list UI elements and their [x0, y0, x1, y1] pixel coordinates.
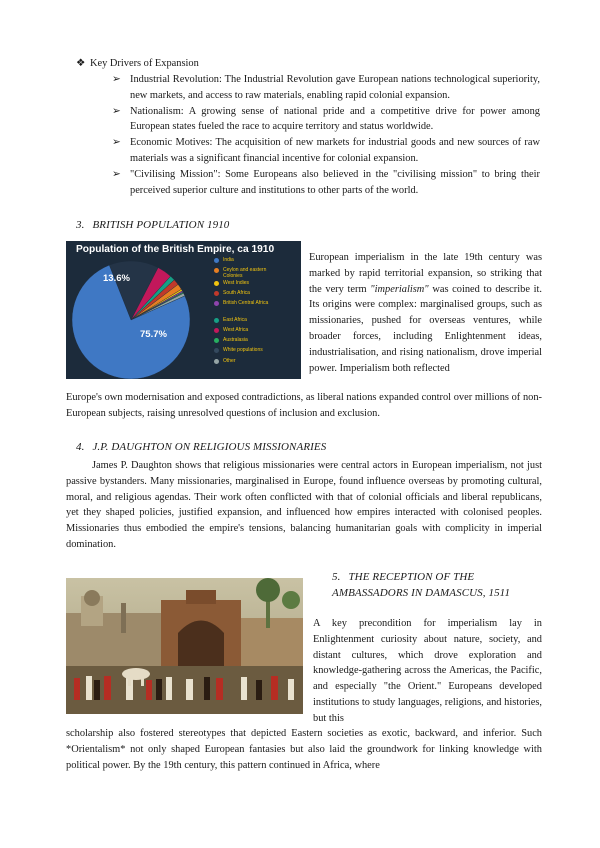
- legend-item: [214, 301, 284, 307]
- legend-swatch: [214, 348, 219, 353]
- legend-swatch: [214, 301, 219, 306]
- key-drivers-heading: ❖ Key Drivers of Expansion: [76, 56, 199, 72]
- legend-swatch: [214, 291, 219, 296]
- section-4-title: 4. J.P. DAUGHTON ON RELIGIOUS MISSIONARIES: [76, 441, 327, 453]
- section-4-paragraph: James P. Daughton shows that religious missionaries were central actors in European imperialism, not just passive bystanders. Many missionaries, marginalised in Europe, found influence overseas by promoting cultural, moral, and religious agendas. Their work often conflicted with that of colonial officials and liberal republicans, yet they shaped policies, justified expansion, and influenced how empires interacted with colonised peoples. Missionaries thus embodied the empire's tensions, balancing humanitarian goals with complicity in imperial domination.: [66, 460, 542, 550]
- legend-item: [214, 291, 284, 297]
- arrow-bullet-icon: ➢: [112, 137, 121, 149]
- legend-label: Ceylon and eastern Colonies: [223, 267, 267, 279]
- legend-item: [214, 318, 284, 324]
- legend-swatch: [214, 338, 219, 343]
- legend-item: [214, 328, 284, 334]
- arrow-bullet-icon: ➢: [112, 105, 121, 117]
- list-item: ➢ Nationalism: A growing sense of national pride and a competitive drive for power among European states fueled the race to acquire territory and status worldwide.: [112, 105, 540, 133]
- legend-item: [214, 281, 284, 287]
- section-5-paragraph-right: A key precondition for imperialism lay in Enlightenment curiosity about nature, society, and distant cultures, which drove exploration and knowledge-gathering across the Americas, the Pacific, and especially "the Orient." Europeans developed institutions to study languages, religions, and histories, but this: [313, 618, 542, 724]
- data-label-white: 13.6%: [103, 273, 130, 284]
- drivers-list: [108, 72, 540, 198]
- legend-item: [214, 348, 284, 354]
- legend-label: Australasia: [223, 337, 248, 343]
- population-pie-chart: [66, 241, 301, 379]
- legend-swatch: [214, 359, 219, 364]
- legend-label: West Africa: [223, 327, 249, 333]
- data-label-india: 75.7%: [140, 329, 167, 340]
- legend-label: British Central Africa: [223, 300, 269, 306]
- damascus-painting: [66, 578, 303, 714]
- list-item: ➢ Economic Motives: The acquisition of new markets for industrial goods and new sources of raw materials was a significant financial incentive for colonial expansion.: [112, 137, 540, 164]
- legend-label: India: [223, 257, 234, 263]
- legend-label: South Africa: [223, 290, 250, 296]
- legend-label: East Africa: [223, 317, 247, 323]
- section-5-paragraph-full: scholarship also fostered stereotypes that depicted Eastern societies as exotic, backward, and inferior. Such *Orientalism* not only shaped European fantasies but also laid the groundwork for linking knowledge with political power. By the 19th century, this pattern continued in Africa, where: [66, 728, 542, 771]
- painting-image: [66, 578, 303, 714]
- arrow-bullet-icon: ➢: [112, 168, 121, 180]
- legend-item: [214, 338, 284, 344]
- diamond-bullet-icon: ❖: [76, 58, 86, 69]
- legend-swatch: [214, 268, 219, 273]
- legend-swatch: [214, 258, 219, 263]
- legend-item: [214, 258, 284, 264]
- chart-title: Population of the British Empire, ca 1910: [76, 244, 275, 255]
- legend-label: White populations: [223, 347, 263, 353]
- arrow-bullet-icon: ➢: [112, 74, 121, 85]
- legend-swatch: [214, 318, 219, 323]
- section-3-title: 3. BRITISH POPULATION 1910: [76, 219, 230, 231]
- legend-label: Other: [223, 358, 236, 364]
- section-5-title: 5. THE RECEPTION OF THE AMBASSADORS IN DAMASCUS, 1511: [332, 571, 511, 599]
- section-3-paragraph-right: European imperialism in the late 19th century was marked by rapid territorial expansion, so striking that the very term "imperialism" was coined to describe it. Its origins were complex: marginalised groups, such as missionaries, pushed for overseas ventures, while broader forces, including Enlightenment ideas, industrialisation, and rising nationalism, drove imperial power. Imperialism both reflected: [309, 252, 542, 374]
- section-3-paragraph-full: Europe's own modernisation and exposed contradictions, as liberal nations expanded control over millions of non-European subjects, raising unresolved questions of inclusion and exclusion.: [66, 392, 542, 419]
- legend-label: West Indies: [223, 280, 250, 286]
- legend-swatch: [214, 328, 219, 333]
- legend-item: [214, 359, 284, 365]
- list-item: ➢ Industrial Revolution: The Industrial Revolution gave European nations technological superiority, new markets, and access to raw materials, enabling rapid colonial expansion.: [112, 74, 540, 101]
- list-item: ➢ "Civilising Mission": Some Europeans also believed in the "civilising mission" to bring their perceived superior culture and institutions to other parts of the world.: [112, 168, 540, 196]
- legend-swatch: [214, 281, 219, 286]
- legend-item: [214, 268, 284, 279]
